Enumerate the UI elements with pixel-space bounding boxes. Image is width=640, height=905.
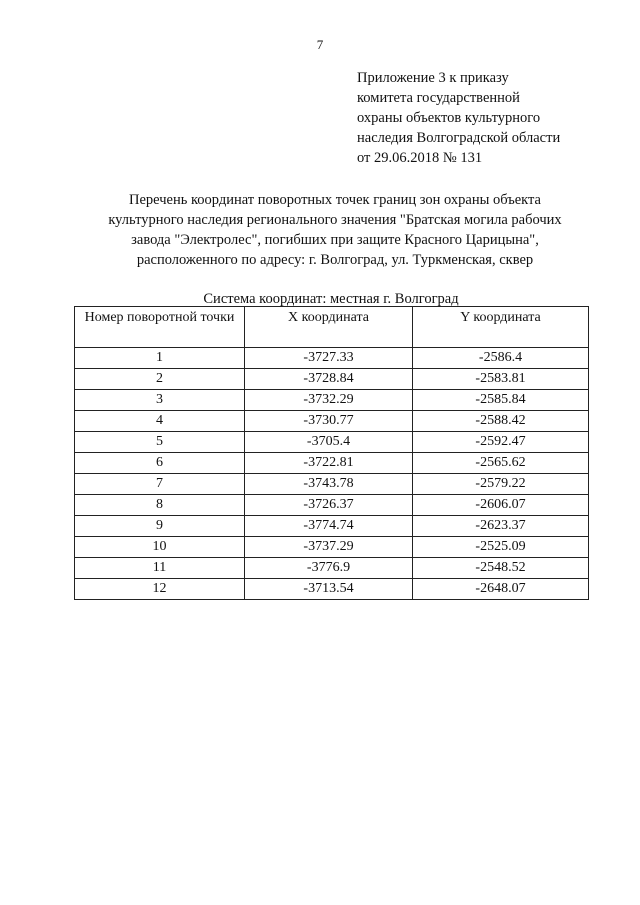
header-point-number: Номер поворотной точки bbox=[75, 307, 245, 348]
table-row bbox=[75, 453, 589, 474]
appendix-line: комитета государственной bbox=[357, 90, 520, 106]
header-y: Y координата bbox=[413, 307, 589, 348]
cell-x: -3730.77 bbox=[245, 411, 413, 432]
cell-y: -2579.22 bbox=[413, 474, 589, 495]
cell-point-number: 2 bbox=[75, 369, 245, 390]
cell-y: -2585.84 bbox=[413, 390, 589, 411]
table-row bbox=[75, 348, 589, 369]
cell-y: -2623.37 bbox=[413, 516, 589, 537]
cell-y: -2525.09 bbox=[413, 537, 589, 558]
table-row bbox=[75, 537, 589, 558]
cell-point-number: 12 bbox=[75, 579, 245, 600]
table-row bbox=[75, 495, 589, 516]
cell-x: -3727.33 bbox=[245, 348, 413, 369]
cell-point-number: 1 bbox=[75, 348, 245, 369]
cell-y: -2583.81 bbox=[413, 369, 589, 390]
cell-point-number: 8 bbox=[75, 495, 245, 516]
cell-point-number: 6 bbox=[75, 453, 245, 474]
table-header-row bbox=[75, 307, 589, 348]
cell-x: -3737.29 bbox=[245, 537, 413, 558]
cell-point-number: 11 bbox=[75, 558, 245, 579]
cell-point-number: 9 bbox=[75, 516, 245, 537]
table-row bbox=[75, 558, 589, 579]
cell-point-number: 10 bbox=[75, 537, 245, 558]
title-line: завода "Электролес", погибших при защите Красного Царицына", bbox=[131, 232, 539, 248]
table-row bbox=[75, 474, 589, 495]
cell-y: -2548.52 bbox=[413, 558, 589, 579]
cell-x: -3705.4 bbox=[245, 432, 413, 453]
cell-x: -3726.37 bbox=[245, 495, 413, 516]
cell-x: -3776.9 bbox=[245, 558, 413, 579]
table-row bbox=[75, 432, 589, 453]
cell-y: -2586.4 bbox=[413, 348, 589, 369]
coordinate-system-caption: Система координат: местная г. Волгоград bbox=[203, 291, 459, 307]
table-row bbox=[75, 369, 589, 390]
cell-x: -3774.74 bbox=[245, 516, 413, 537]
appendix-line: от 29.06.2018 № 131 bbox=[357, 150, 483, 166]
cell-point-number: 4 bbox=[75, 411, 245, 432]
title-line: культурного наследия регионального значения "Братская могила рабочих bbox=[108, 212, 562, 228]
cell-y: -2592.47 bbox=[413, 432, 589, 453]
table-body bbox=[75, 348, 589, 600]
cell-point-number: 5 bbox=[75, 432, 245, 453]
table-row bbox=[75, 579, 589, 600]
appendix-block bbox=[357, 68, 560, 168]
cell-x: -3732.29 bbox=[245, 390, 413, 411]
cell-x: -3722.81 bbox=[245, 453, 413, 474]
cell-point-number: 7 bbox=[75, 474, 245, 495]
document-title bbox=[70, 190, 600, 270]
cell-x: -3713.54 bbox=[245, 579, 413, 600]
title-line: Перечень координат поворотных точек границ зон охраны объекта bbox=[129, 192, 541, 208]
appendix-line: охраны объектов культурного bbox=[357, 110, 541, 126]
table-row bbox=[75, 411, 589, 432]
title-line: расположенного по адресу: г. Волгоград, ул. Туркменская, сквер bbox=[136, 252, 534, 268]
coordinates-table bbox=[74, 306, 589, 600]
cell-y: -2606.07 bbox=[413, 495, 589, 516]
page-number: 7 bbox=[316, 37, 324, 52]
appendix-line: Приложение 3 к приказу bbox=[357, 70, 509, 86]
cell-x: -3728.84 bbox=[245, 369, 413, 390]
table-row bbox=[75, 516, 589, 537]
cell-y: -2588.42 bbox=[413, 411, 589, 432]
table-row bbox=[75, 390, 589, 411]
cell-point-number: 3 bbox=[75, 390, 245, 411]
cell-y: -2565.62 bbox=[413, 453, 589, 474]
header-x: X координата bbox=[245, 307, 413, 348]
cell-y: -2648.07 bbox=[413, 579, 589, 600]
cell-x: -3743.78 bbox=[245, 474, 413, 495]
appendix-line: наследия Волгоградской области bbox=[357, 130, 561, 146]
